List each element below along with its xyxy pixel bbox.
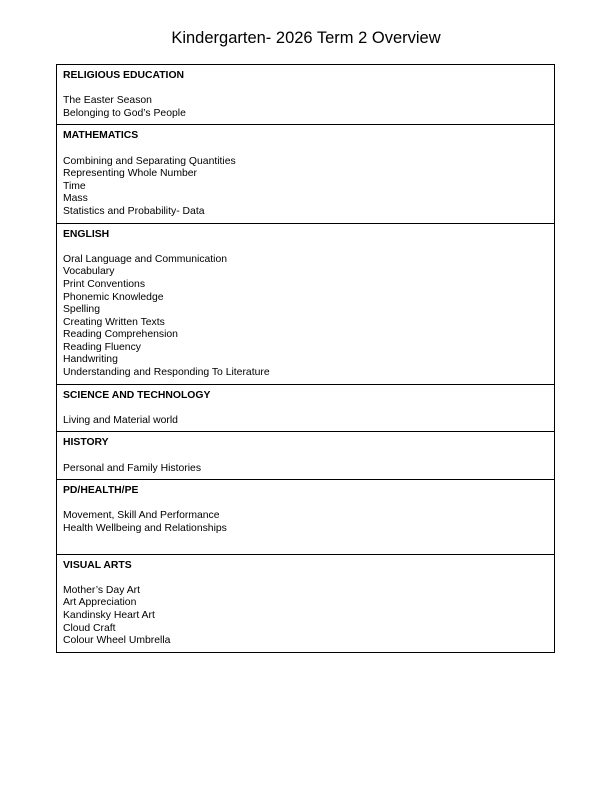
topic-item: Handwriting xyxy=(63,354,118,366)
section-cell xyxy=(57,554,555,652)
topic-item: Reading Fluency xyxy=(63,341,141,353)
section-row-religious-education xyxy=(57,65,555,125)
section-row-mathematics xyxy=(57,125,555,223)
section-heading: ENGLISH xyxy=(63,228,110,240)
section-cell xyxy=(57,480,555,554)
topic-item: Health Wellbeing and Relationships xyxy=(63,523,227,534)
topic-item: The Easter Season xyxy=(63,95,152,107)
section-heading: SCIENCE AND TECHNOLOGY xyxy=(63,389,211,401)
section-cell xyxy=(57,223,555,384)
section-heading: PD/HEALTH/PE xyxy=(63,485,139,497)
page-title: Kindergarten- 2026 Term 2 Overview xyxy=(171,29,441,47)
topic-item: Creating Written Texts xyxy=(63,316,165,328)
topic-item: Representing Whole Number xyxy=(63,168,197,180)
topic-item: Reading Comprehension xyxy=(63,329,178,341)
topic-item: Colour Wheel Umbrella xyxy=(63,635,171,647)
topic-item: Living and Material world xyxy=(63,414,178,426)
section-row-pd-health-pe xyxy=(57,480,555,554)
section-cell xyxy=(57,384,555,432)
section-row-visual-arts xyxy=(57,554,555,652)
topic-item: Belonging to God’s People xyxy=(63,107,186,119)
topic-item: Phonemic Knowledge xyxy=(63,291,164,303)
topic-item: Kandinsky Heart Art xyxy=(63,609,155,621)
topic-item: Movement, Skill And Performance xyxy=(63,510,220,522)
section-row-english xyxy=(57,223,555,384)
section-cell xyxy=(57,432,555,480)
topic-item: Vocabulary xyxy=(63,266,115,278)
section-heading: VISUAL ARTS xyxy=(63,559,132,571)
topic-item: Combining and Separating Quantities xyxy=(63,155,236,167)
section-row-science-and-technology xyxy=(57,384,555,432)
topic-item: Statistics and Probability- Data xyxy=(63,205,205,217)
topic-item: Understanding and Responding To Literature xyxy=(63,367,270,379)
topic-item: Art Appreciation xyxy=(63,597,137,609)
topic-item: Mass xyxy=(63,193,88,205)
section-heading: MATHEMATICS xyxy=(63,130,139,142)
topic-item: Personal and Family Histories xyxy=(63,462,202,474)
topic-item: Cloud Craft xyxy=(63,622,116,634)
section-cell xyxy=(57,125,555,223)
overview-table xyxy=(56,64,555,653)
topic-item: Oral Language and Communication xyxy=(63,253,228,265)
topic-item: Spelling xyxy=(63,304,100,316)
topic-item: Mother’s Day Art xyxy=(63,584,140,596)
section-row-history xyxy=(57,432,555,480)
section-heading: RELIGIOUS EDUCATION xyxy=(63,70,185,81)
section-heading: HISTORY xyxy=(63,437,109,449)
topic-item: Print Conventions xyxy=(63,278,146,290)
topic-item: Time xyxy=(63,180,86,192)
section-cell xyxy=(57,65,555,125)
